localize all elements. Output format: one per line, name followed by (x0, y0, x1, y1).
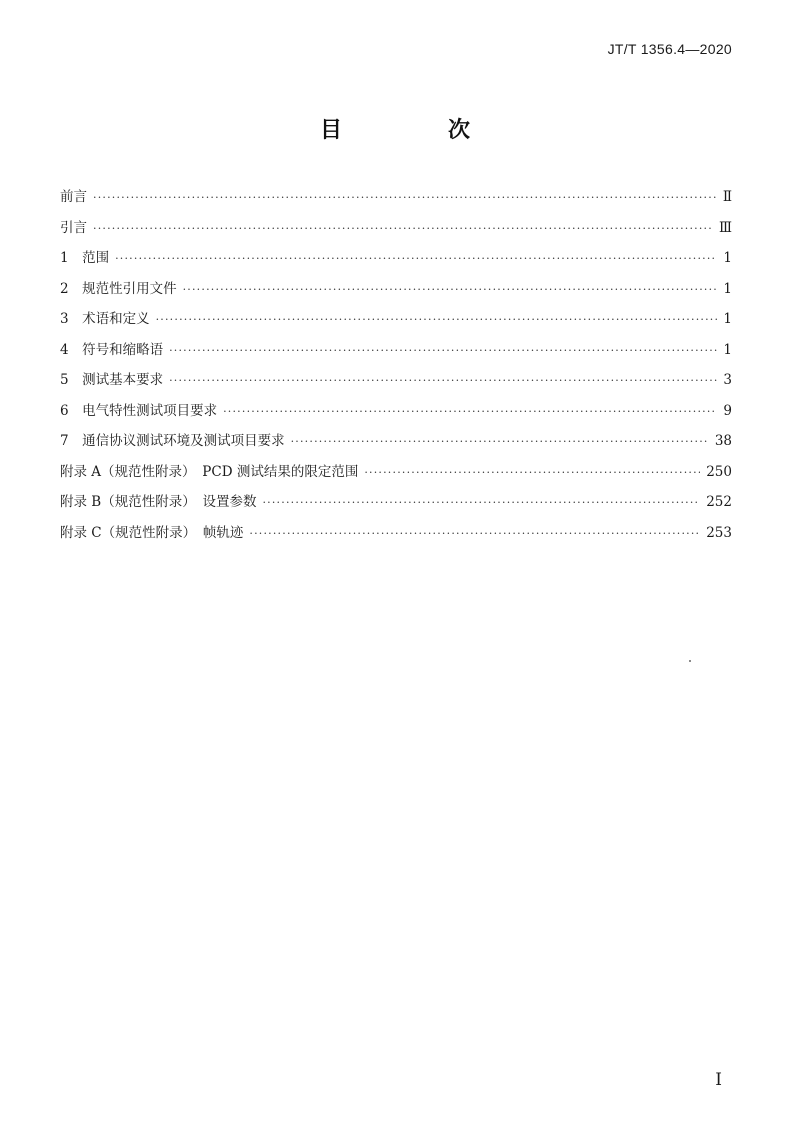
toc-leader-dots (169, 336, 717, 367)
toc-leader-dots (93, 183, 717, 214)
toc-entry-label: 4 符号和缩略语 (60, 341, 164, 358)
toc-entry-foreword[interactable] (60, 182, 732, 213)
toc-entry-annex-c[interactable] (60, 518, 732, 549)
toc-entry-page: 1 (723, 341, 732, 358)
toc-entry-annex-b[interactable] (60, 487, 732, 518)
standard-code-header: JT/T 1356.4—2020 (607, 41, 732, 57)
toc-entry-normative-references[interactable] (60, 274, 732, 305)
toc-entry-label: 2 规范性引用文件 (60, 280, 177, 297)
toc-entry-label: 3 术语和定义 (60, 311, 150, 327)
toc-leader-dots (249, 519, 700, 550)
toc-entry-page: Ⅲ (718, 219, 732, 236)
toc-entry-electrical-test-items[interactable] (60, 396, 732, 427)
toc-entry-page: 1 (723, 280, 732, 297)
toc-leader-dots (115, 244, 717, 275)
toc-entry-label: 前言 (60, 189, 87, 205)
toc-entry-scope[interactable] (60, 243, 732, 274)
toc-leader-dots (364, 458, 700, 489)
toc-entry-page: 9 (723, 402, 732, 419)
toc-entry-symbols-abbreviations[interactable] (60, 335, 732, 366)
toc-leader-dots (223, 397, 717, 428)
toc-entry-page: 38 (714, 433, 732, 449)
toc-entry-page: 250 (706, 463, 732, 480)
toc-leader-dots (291, 427, 709, 458)
toc-leader-dots (262, 488, 700, 519)
toc-entry-label: 7 通信协议测试环境及测试项目要求 (60, 433, 285, 449)
toc-entry-protocol-test-items[interactable] (60, 426, 732, 457)
toc-entry-terms-definitions[interactable] (60, 304, 732, 335)
toc-entry-page: 3 (723, 372, 732, 388)
toc-entry-label: 6 电气特性测试项目要求 (60, 402, 218, 419)
toc-leader-dots (169, 366, 717, 397)
toc-entry-page: 1 (723, 250, 732, 266)
toc-leader-dots (183, 275, 718, 306)
toc-entry-basic-test-requirements[interactable] (60, 365, 732, 396)
toc-entry-page: 253 (706, 524, 732, 541)
toc-entry-label: 附录 C（规范性附录） 帧轨迹 (60, 524, 244, 541)
toc-entry-label: 附录 A（规范性附录） PCD 测试结果的限定范围 (60, 463, 359, 480)
toc-entry-annex-a[interactable] (60, 457, 732, 488)
page-number: I (715, 1070, 722, 1090)
toc-entry-page: 1 (723, 311, 732, 327)
toc-entry-page: 252 (706, 494, 732, 510)
toc-entry-label: 1 范围 (60, 250, 110, 266)
toc-entry-label: 附录 B（规范性附录） 设置参数 (60, 494, 257, 510)
toc-leader-dots (93, 214, 713, 245)
page-title: 目 次 (319, 118, 512, 143)
toc-entry-label: 引言 (60, 219, 87, 236)
toc-entry-label: 5 测试基本要求 (60, 372, 164, 388)
toc-entry-page: Ⅱ (722, 189, 732, 205)
toc-leader-dots (156, 305, 718, 336)
toc-entry-introduction[interactable] (60, 213, 732, 244)
scan-speck (689, 660, 691, 662)
table-of-contents (60, 182, 732, 548)
